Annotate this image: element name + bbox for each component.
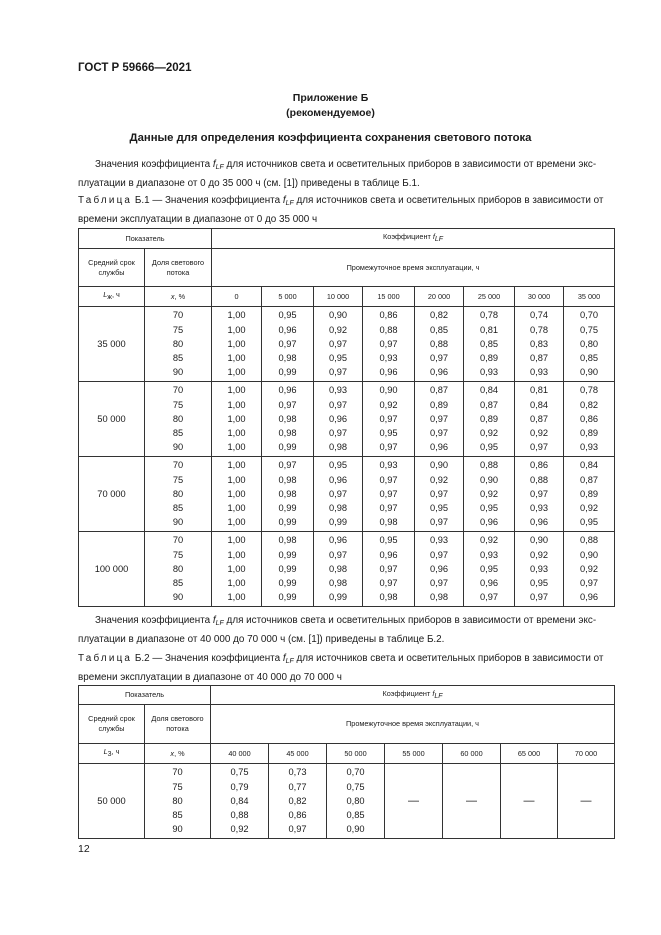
head-service-life: Средний срок службы (79, 249, 145, 287)
hour-col: 10 000 (314, 287, 363, 307)
hour-col: 50 000 (327, 744, 385, 764)
head-flux-share: Доля светового потока (145, 705, 211, 744)
service-life-cell: 50 000 (79, 764, 145, 839)
empty-value-cell: — (385, 764, 443, 839)
table-2-caption: Таблица Б.2 — Значения коэффициента $f_{LF}$ для источников света и осветительных приборов в зависимости от времени эксплуатации в диапазоне от 40 000 до 70 000 ч (78, 653, 604, 683)
value-cell: 1,00 1,00 1,00 1,00 1,00 (212, 457, 262, 532)
table-row (79, 764, 615, 839)
hour-col: 40 000 (211, 744, 269, 764)
value-cell: 0,90 0,92 0,93 0,95 0,97 (515, 532, 564, 607)
value-cell: 0,75 0,79 0,84 0,88 0,92 (211, 764, 269, 839)
empty-value-cell: — (558, 764, 615, 839)
head-coefficient: Коэффициент $f_{LF}$ (212, 229, 615, 249)
appendix-title: Приложение Б (292, 92, 369, 104)
hour-col: 15 000 (363, 287, 415, 307)
value-cell: 0,95 0,96 0,97 0,97 0,98 (363, 532, 415, 607)
value-cell: 1,00 1,00 1,00 1,00 1,00 (212, 307, 262, 382)
value-cell: 0,82 0,85 0,88 0,97 0,96 (415, 307, 464, 382)
value-cell: 0,92 0,93 0,95 0,96 0,97 (464, 532, 515, 607)
table-row (79, 532, 615, 607)
hour-col: 70 000 (558, 744, 615, 764)
head-indicator: Показатель (79, 229, 212, 249)
value-cell: 0,86 0,88 0,97 0,93 0,96 (515, 457, 564, 532)
share-cell: 70 75 80 85 90 (145, 532, 212, 607)
head-indicator: Показатель (79, 686, 211, 705)
head-intermediate-time: Промежуточное время эксплуатации, ч (212, 249, 615, 287)
section-title: Данные для определения коэффициента сохранения светового потока (129, 132, 532, 144)
paragraph-1-line-1: Значения коэффициента $f_{LF}$ для источников света и осветительных приборов в зависимости от времени экс- (95, 159, 597, 171)
empty-value-cell: — (501, 764, 558, 839)
table-row (79, 457, 615, 532)
share-cell: 70 75 80 85 90 (145, 457, 212, 532)
hour-col: 60 000 (443, 744, 501, 764)
value-cell: 0,87 0,89 0,97 0,97 0,96 (415, 382, 464, 457)
paragraph-1-line-2: плуатации в диапазоне от 0 до 35 000 ч (см. [1]) приведены в таблице Б.1. (78, 178, 420, 189)
hour-col: 25 000 (464, 287, 515, 307)
hour-col: 55 000 (385, 744, 443, 764)
table-1-caption: Таблица Б.1 — Значения коэффициента $f_{LF}$ для источников света и осветительных приборов в зависимости от времени эксплуатации в диапазоне от 0 до 35 000 ч (78, 195, 604, 225)
value-cell: 0,86 0,88 0,97 0,93 0,96 (363, 307, 415, 382)
value-cell: 0,90 0,92 0,97 0,95 0,97 (314, 307, 363, 382)
service-life-cell: 100 000 (79, 532, 145, 607)
head-service-life: Средний срок службы (79, 705, 145, 744)
value-cell: 0,98 0,99 0,99 0,99 0,99 (262, 532, 314, 607)
unit-life: $L_3$, ч (79, 744, 145, 764)
unit-life: $L_ж$, ч (79, 287, 145, 307)
empty-value-cell: — (443, 764, 501, 839)
value-cell: 1,00 1,00 1,00 1,00 1,00 (212, 532, 262, 607)
value-cell: 0,78 0,82 0,86 0,89 0,93 (564, 382, 615, 457)
value-cell: 0,84 0,87 0,89 0,92 0,95 (564, 457, 615, 532)
hour-col: 35 000 (564, 287, 615, 307)
value-cell: 0,78 0,81 0,85 0,89 0,93 (464, 307, 515, 382)
head-intermediate-time: Промежуточное время эксплуатации, ч (211, 705, 615, 744)
table-2 (78, 685, 615, 839)
head-coefficient: Коэффициент $f_{LF}$ (211, 686, 615, 705)
hour-col: 5 000 (262, 287, 314, 307)
value-cell: 0,81 0,84 0,87 0,92 0,97 (515, 382, 564, 457)
service-life-cell: 50 000 (79, 382, 145, 457)
paragraph-1 (78, 157, 616, 192)
share-cell: 70 75 80 85 90 (145, 764, 211, 839)
table-1 (78, 228, 615, 607)
document-code: ГОСТ Р 59666—2021 (78, 62, 192, 74)
value-cell: 0,70 0,75 0,80 0,85 0,90 (564, 307, 615, 382)
value-cell: 0,93 0,97 0,97 0,97 0,98 (363, 457, 415, 532)
appendix-heading (0, 91, 661, 121)
value-cell: 0,73 0,77 0,82 0,86 0,97 (269, 764, 327, 839)
value-cell: 0,95 0,96 0,97 0,98 0,99 (262, 307, 314, 382)
paragraph-2-line-1: Значения коэффициента $f_{LF}$ для источников света и осветительных приборов в зависимости от времени экс- (95, 615, 597, 627)
value-cell: 0,93 0,97 0,96 0,97 0,98 (415, 532, 464, 607)
hour-col: 65 000 (501, 744, 558, 764)
unit-share: x, % (145, 287, 212, 307)
unit-share: x, % (145, 744, 211, 764)
service-life-cell: 70 000 (79, 457, 145, 532)
value-cell: 0,88 0,90 0,92 0,95 0,96 (464, 457, 515, 532)
hour-col: 0 (212, 287, 262, 307)
service-life-cell: 35 000 (79, 307, 145, 382)
table-row (79, 382, 615, 457)
value-cell: 0,96 0,97 0,98 0,98 0,99 (262, 382, 314, 457)
paragraph-2 (78, 613, 616, 648)
table-row (79, 307, 615, 382)
value-cell: 0,97 0,98 0,98 0,99 0,99 (262, 457, 314, 532)
value-cell: 0,88 0,90 0,92 0,97 0,96 (564, 532, 615, 607)
value-cell: 0,93 0,97 0,96 0,97 0,98 (314, 382, 363, 457)
hour-col: 45 000 (269, 744, 327, 764)
share-cell: 70 75 80 85 90 (145, 307, 212, 382)
hour-col: 30 000 (515, 287, 564, 307)
appendix-subtitle: (рекомендуемое) (286, 107, 375, 119)
head-flux-share: Доля светового потока (145, 249, 212, 287)
hour-col: 20 000 (415, 287, 464, 307)
value-cell: 0,96 0,97 0,98 0,98 0,99 (314, 532, 363, 607)
value-cell: 0,90 0,92 0,97 0,95 0,97 (363, 382, 415, 457)
value-cell: 1,00 1,00 1,00 1,00 1,00 (212, 382, 262, 457)
paragraph-2-line-2: плуатации в диапазоне от 40 000 до 70 000 ч (см. [1]) приведены в таблице Б.2. (78, 634, 445, 645)
value-cell: 0,84 0,87 0,89 0,92 0,95 (464, 382, 515, 457)
value-cell: 0,74 0,78 0,83 0,87 0,93 (515, 307, 564, 382)
share-cell: 70 75 80 85 90 (145, 382, 212, 457)
value-cell: 0,70 0,75 0,80 0,85 0,90 (327, 764, 385, 839)
value-cell: 0,90 0,92 0,97 0,95 0,97 (415, 457, 464, 532)
page-number: 12 (78, 843, 90, 855)
value-cell: 0,95 0,96 0,97 0,98 0,99 (314, 457, 363, 532)
